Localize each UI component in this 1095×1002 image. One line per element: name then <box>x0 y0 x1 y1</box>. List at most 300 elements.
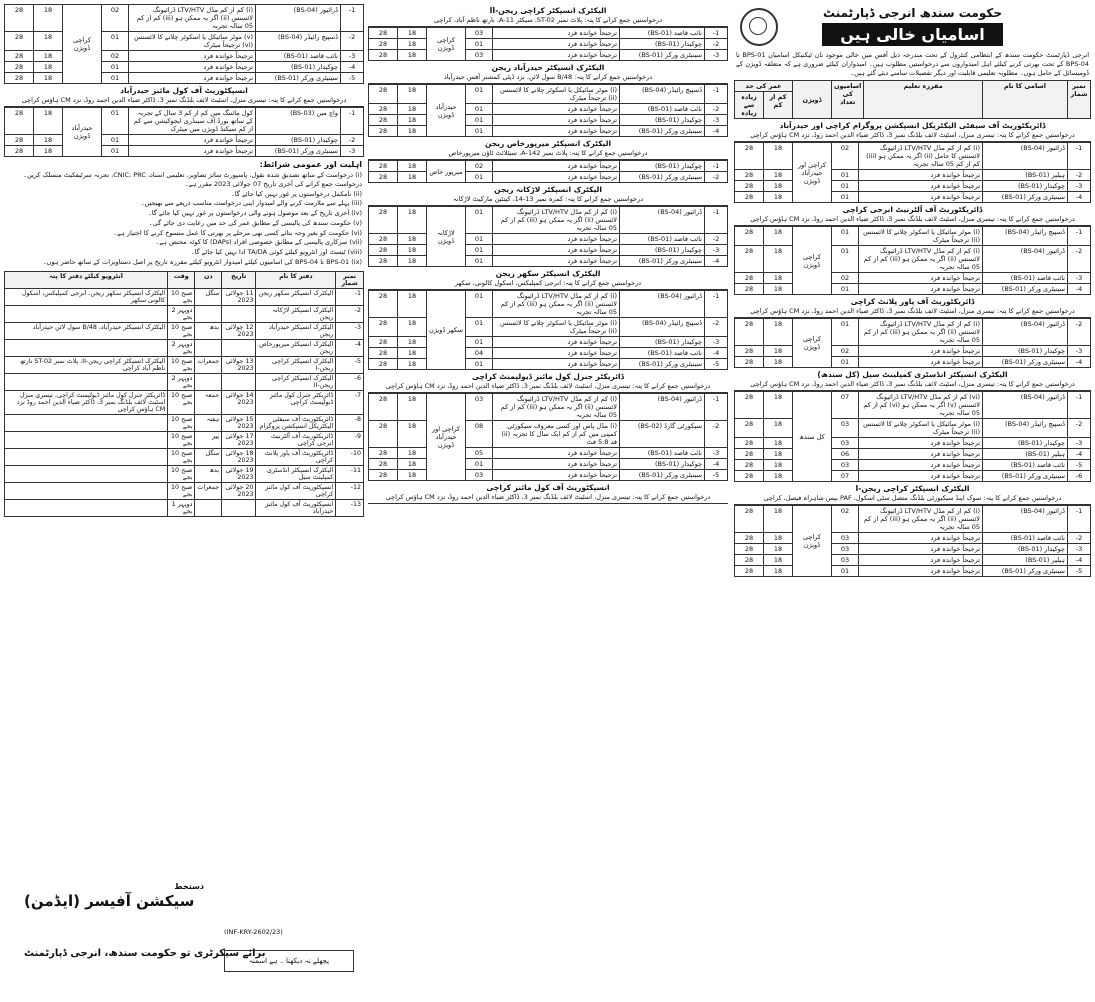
schedule-venue: ڈائریکٹر جنرل کول مائنز ڈیولپمنٹ کراچی، تیسری منزل اسٹیٹ لائف بلڈنگ نمبر 3، ڈاکٹر ضیاء الدین احمد روڈ نزد CM ہاؤس کراچی <box>5 390 168 414</box>
post-count: 03 <box>466 50 493 61</box>
post-count: 02 <box>102 5 129 32</box>
age-min: 18 <box>398 161 427 172</box>
row-number: 3- <box>705 245 728 256</box>
table-row <box>735 438 1091 449</box>
table-row <box>369 256 728 267</box>
post-name: نائب قاصد (BS-01) <box>620 348 705 359</box>
posts-table <box>4 107 364 157</box>
age-min: 18 <box>398 348 427 359</box>
post-name: ڈسپیچ رائیڈر (BS-04) <box>983 227 1068 246</box>
post-qualification: ترجیحاً خواندہ فرد <box>493 459 620 470</box>
term-item: (viii) ٹیسٹ اور انٹرویو کیلئے کوئی TA/DA ادا نہیں کیا جائے گا۔ <box>190 248 362 257</box>
post-name: ہیلپر (BS-01) <box>983 555 1068 566</box>
term-item: (i) درخواست کے ساتھ تصدیق شدہ نقول، پاسپورٹ سائز تصاویر، تعلیمی اسناد، CNIC، PRC، تجربہ سرٹیفکیٹ منسلک کریں۔ درخواست جمع کرانے کی آخری تاریخ 07 جولائی 2023 مقرر ہے۔ <box>23 171 362 188</box>
table-row <box>369 234 728 245</box>
row-number: 1- <box>705 394 728 421</box>
table-row <box>369 318 728 337</box>
post-qualification: (vi) کم از کم مڈل LTV/HTV ڈرائیونگ لائسنس (v) اگر یہ ممکن ہو (vi) کم از کم 05 سالہ تجربہ <box>859 392 983 419</box>
row-number: 4- <box>1068 284 1091 295</box>
post-qualification: ترجیحاً خواندہ فرد <box>493 161 620 172</box>
section-title: الیکٹرک انسپکٹر میرپورخاص ریجن <box>484 139 612 148</box>
post-name: چوکیدار (BS-01) <box>620 459 705 470</box>
post-qualification: ترجیحاً خواندہ فرد <box>859 533 983 544</box>
term-item: (iv) آخری تاریخ کے بعد موصول ہونے والی درخواستوں پر غور نہیں کیا جائے گا۔ <box>147 209 362 218</box>
schedule-time: صبح 10 بجے <box>168 322 195 339</box>
table-row <box>369 291 728 318</box>
schedule-time: صبح 10 بجے <box>168 356 195 373</box>
age-min: 18 <box>398 104 427 115</box>
section-title: الیکٹرک انسپکٹر لاڑکانہ ریجن <box>494 185 602 194</box>
terms-title: اہلیت اور عمومی شرائط: <box>259 160 362 169</box>
schedule-venue <box>5 482 168 499</box>
schedule-header: دفتر کا نام <box>256 271 336 288</box>
post-name: چوکیدار (BS-01) <box>620 245 705 256</box>
age-min: 18 <box>764 273 793 284</box>
row-number: 3- <box>1068 544 1091 555</box>
schedule-venue <box>5 414 168 431</box>
post-count: 02 <box>832 506 859 533</box>
schedule-row <box>5 431 364 448</box>
schedule-no: 1- <box>336 288 364 305</box>
schedule-no: 12- <box>336 482 364 499</box>
age-max: 28 <box>735 346 764 357</box>
table-row <box>735 284 1091 295</box>
schedule-date: 18 جولائی 2023 <box>222 448 256 465</box>
post-count: 03 <box>832 555 859 566</box>
post-qualification: (i) موٹر سائیکل یا اسکوٹر چلانے کا لائسنس (ii) ترجیحاً میٹرک <box>859 419 983 438</box>
age-min: 18 <box>764 246 793 273</box>
section-title: ڈائریکٹوریٹ آف پاور پلانٹ کراچی <box>850 297 975 307</box>
schedule-row <box>5 390 364 414</box>
post-division: کراچی ڈویژن <box>427 28 466 61</box>
row-number: 2- <box>705 104 728 115</box>
post-count: 01 <box>102 108 129 135</box>
post-qualification: ترجیحاً خواندہ فرد <box>859 471 983 482</box>
post-division: لاڑکانہ ڈویژن <box>427 207 466 267</box>
table-row <box>735 460 1091 471</box>
row-number: 4- <box>341 62 364 73</box>
row-number: 3- <box>1068 438 1091 449</box>
term-item: (vi) حکومت کو بغیر وجہ بتائے کسی بھی مرحلے پر بھرتی کا عمل منسوخ کرنے کا اختیار ہے۔ <box>113 228 362 237</box>
row-number: 3- <box>705 115 728 126</box>
post-qualification: (i) کم از کم مڈل LTV/HTV ڈرائیونگ لائسنس (ii) اگر یہ ممکن ہو (iii) کم از کم 05 سالہ تجربہ <box>129 5 256 32</box>
table-row <box>5 32 364 51</box>
age-min: 18 <box>34 135 63 146</box>
post-name: ڈرائیور (BS-04) <box>620 207 705 234</box>
schedule-date <box>222 373 256 390</box>
stamp-box: پچھلے نہ دیکھنا ۔ ہے اسمنہ <box>224 950 354 972</box>
table-row <box>369 115 728 126</box>
age-min: 18 <box>764 346 793 357</box>
schedule-date: 11 جولائی 2023 <box>222 288 256 305</box>
post-name: ڈسپیچ رائیڈر (BS-04) <box>620 85 705 104</box>
row-number: 3- <box>705 337 728 348</box>
schedule-date: 20 جولائی 2023 <box>222 482 256 499</box>
post-count: 01 <box>102 135 129 146</box>
age-max: 28 <box>735 273 764 284</box>
post-qualification: (i) کم از کم مڈل LTV/HTV ڈرائیونگ لائسنس (ii) اگر یہ ممکن ہو (iii) کم از کم 05 سالہ تجربہ <box>859 319 983 346</box>
row-number: 2- <box>1068 533 1091 544</box>
term-item: (vii) سرکاری پالیسی کے مطابق خصوصی افراد (DAPs) کا کوٹہ مختص ہے۔ <box>155 238 362 247</box>
post-division: کراچی ڈویژن <box>793 506 832 577</box>
post-division: سکھر ڈویژن <box>427 291 466 370</box>
post-count: 01 <box>466 459 493 470</box>
age-min: 18 <box>398 470 427 481</box>
post-qualification: ترجیحاً خواندہ فرد <box>859 170 983 181</box>
post-qualification: ترجیحاً خواندہ فرد <box>859 192 983 203</box>
schedule-no: 5- <box>336 356 364 373</box>
schedule-office: ڈائریکٹر جنرل کول مائنز ڈیولپمنٹ کراچی <box>256 390 336 414</box>
post-qualification: (i) کم از کم مڈل LTV/HTV ڈرائیونگ لائسنس (ii) اگر یہ ممکن ہو (iii) کم از کم 05 سالہ تجربہ <box>493 207 620 234</box>
schedule-office: الیکٹرک انسپکٹر سکھر ریجن <box>256 288 336 305</box>
age-max: 28 <box>735 284 764 295</box>
row-number: 2- <box>705 234 728 245</box>
age-min: 18 <box>398 85 427 104</box>
row-number: 5- <box>1068 566 1091 577</box>
post-name: ڈرائیور (BS-04) <box>983 246 1068 273</box>
age-min: 18 <box>398 172 427 183</box>
row-number: 1- <box>1068 227 1091 246</box>
table-row <box>369 161 728 172</box>
table-row <box>369 104 728 115</box>
section-title: الیکٹرک انسپکٹر کراچی ریجن-II <box>489 6 607 15</box>
age-min: 18 <box>398 39 427 50</box>
table-row <box>5 51 364 62</box>
post-qualification: ترجیحاً خواندہ فرد <box>493 337 620 348</box>
post-count: 01 <box>466 39 493 50</box>
schedule-date <box>222 339 256 356</box>
schedule-date: 19 جولائی 2023 <box>222 465 256 482</box>
age-max: 28 <box>735 544 764 555</box>
age-max: 28 <box>369 291 398 318</box>
schedule-header: نمبر شمار <box>336 271 364 288</box>
posts-table <box>368 206 728 267</box>
row-number: 1- <box>1068 392 1091 419</box>
age-max: 28 <box>369 234 398 245</box>
schedule-date: 12 جولائی 2023 <box>222 322 256 339</box>
term-item: (v) حکومت سندھ کی پالیسی کے مطابق عمر کی حد میں رعایت دی جائے گی۔ <box>148 218 362 227</box>
section-address: درخواستیں جمع کرانے کا پتہ: پلاٹ نمبر ST-02، سیکٹر 11-A، نارتھ ناظم آباد، کراچی <box>368 15 728 27</box>
row-number: 6- <box>1068 471 1091 482</box>
age-max: 28 <box>369 50 398 61</box>
table-row <box>735 471 1091 482</box>
row-number: 2- <box>705 172 728 183</box>
post-count: 02 <box>832 273 859 284</box>
section-title: انسپکٹوریٹ آف کول مائنز حیدرآباد <box>120 86 248 95</box>
term-item: (iii) پہلے سے ملازمت کرنے والے امیدوار اپنی درخواست مناسب ذریعے سے بھیجیں۔ <box>140 199 362 208</box>
posts-table <box>368 290 728 370</box>
age-min: 18 <box>398 126 427 137</box>
age-min: 18 <box>398 394 427 421</box>
age-min: 18 <box>764 392 793 419</box>
post-count: 03 <box>832 419 859 438</box>
post-division: حیدرآباد ڈویژن <box>63 108 102 157</box>
post-count: 01 <box>466 172 493 183</box>
row-number: 3- <box>1068 346 1091 357</box>
schedule-row <box>5 414 364 431</box>
age-min: 18 <box>398 337 427 348</box>
post-qualification: ترجیحاً خواندہ فرد <box>493 245 620 256</box>
schedule-date: 13 جولائی 2023 <box>222 356 256 373</box>
post-division: کراچی ڈویژن <box>63 5 102 84</box>
age-max: 28 <box>369 28 398 39</box>
post-count: 03 <box>832 533 859 544</box>
schedule-office: الیکٹرک انسپکٹر حیدرآباد ریجن <box>256 322 336 339</box>
age-min: 18 <box>398 115 427 126</box>
age-max: 28 <box>5 32 34 51</box>
age-min: 18 <box>34 51 63 62</box>
schedule-no: 8- <box>336 414 364 431</box>
age-max: 28 <box>369 470 398 481</box>
age-min: 18 <box>34 73 63 84</box>
post-count: 01 <box>102 32 129 51</box>
age-max: 28 <box>735 170 764 181</box>
post-count: 01 <box>102 73 129 84</box>
post-qualification: (i) موٹر سائیکل یا اسکوٹر چلانے کا لائسنس (ii) ترجیحاً میٹرک <box>859 227 983 246</box>
schedule-date: 17 جولائی 2023 <box>222 431 256 448</box>
age-max: 28 <box>369 459 398 470</box>
post-count: 03 <box>466 394 493 421</box>
table-row <box>735 555 1091 566</box>
age-max: 28 <box>5 5 34 32</box>
age-max: 28 <box>369 126 398 137</box>
schedule-time: دوپہر 1 بجے <box>168 499 195 516</box>
post-name: نائب قاصد (BS-01) <box>620 448 705 459</box>
schedule-header: انٹرویو کیلئے دفتر کا پتہ <box>5 271 168 288</box>
schedule-office: الیکٹرک انسپکٹر میرپورخاص ریجن <box>256 339 336 356</box>
age-max: 28 <box>5 108 34 135</box>
schedule-day: منگل <box>195 448 222 465</box>
post-count: 01 <box>832 284 859 295</box>
post-name: ڈرائیور (BS-04) <box>983 392 1068 419</box>
row-number: 2- <box>341 135 364 146</box>
age-min: 18 <box>764 419 793 438</box>
col-age-min: کم از کم <box>764 92 793 119</box>
table-row <box>369 337 728 348</box>
schedule-row <box>5 322 364 339</box>
post-qualification: ترجیحاً خواندہ فرد <box>859 438 983 449</box>
section-address: درخواستیں جمع کرانے کا پتہ: سوک اینڈ سیکیورٹی بلڈنگ متصل سٹی اسکول، PAF بیس شاہراہ فیصل، کراچی <box>734 493 1091 505</box>
age-min: 18 <box>34 32 63 51</box>
schedule-day: ہفتہ <box>195 414 222 431</box>
age-min: 18 <box>34 108 63 135</box>
post-division: کراچی ڈویژن <box>793 227 832 295</box>
post-qualification: ترجیحاً خواندہ فرد <box>493 448 620 459</box>
table-row <box>369 448 728 459</box>
schedule-day: بدھ <box>195 322 222 339</box>
post-name: نائب قاصد (BS-01) <box>620 104 705 115</box>
post-name: سینیٹری ورکر (BS-01) <box>983 566 1068 577</box>
age-max: 28 <box>369 421 398 448</box>
schedule-venue: الیکٹرک انسپکٹر سکھر ریجن، انرجی کمپلیکس، اسکول کالونی سکھر <box>5 288 168 305</box>
age-min: 18 <box>398 256 427 267</box>
reference-code: (INF-KRY-2602/23) <box>224 928 283 936</box>
post-qualification: ترجیحاً خواندہ فرد <box>129 146 256 157</box>
schedule-venue <box>5 339 168 356</box>
schedule-office: الیکٹرک انسپکٹر کراچی ریجن-I <box>256 356 336 373</box>
age-max: 28 <box>735 555 764 566</box>
post-name: چوکیدار (BS-01) <box>256 62 341 73</box>
age-max: 28 <box>369 85 398 104</box>
table-row <box>5 5 364 32</box>
department-title: حکومت سندھ انرجی ڈپارٹمنٹ <box>823 6 1002 20</box>
post-count: 01 <box>832 192 859 203</box>
age-max: 28 <box>735 438 764 449</box>
col-age-max: زیادہ سے زیادہ <box>735 92 764 119</box>
post-name: سینیٹری ورکر (BS-01) <box>620 50 705 61</box>
column-header-table <box>734 80 1091 119</box>
age-min: 18 <box>398 318 427 337</box>
row-number: 5- <box>341 73 364 84</box>
row-number: 4- <box>1068 449 1091 460</box>
age-min: 18 <box>398 448 427 459</box>
col-no: نمبر شمار <box>1068 81 1091 119</box>
posts-table <box>734 391 1091 482</box>
row-number: 2- <box>341 32 364 51</box>
age-max: 28 <box>735 143 764 170</box>
table-row <box>735 227 1091 246</box>
schedule-row <box>5 448 364 465</box>
age-max: 28 <box>735 192 764 203</box>
age-min: 18 <box>398 28 427 39</box>
age-max: 28 <box>369 104 398 115</box>
schedule-venue <box>5 305 168 322</box>
post-name: سینیٹری ورکر (BS-01) <box>620 256 705 267</box>
left-column <box>4 4 364 998</box>
post-name: نائب قاصد (BS-01) <box>620 28 705 39</box>
schedule-office: الیکٹرک انسپکٹر انڈسٹری کمپلینٹ سیل <box>256 465 336 482</box>
row-number: 4- <box>705 348 728 359</box>
post-name: سینیٹری ورکر (BS-01) <box>620 359 705 370</box>
table-row <box>735 544 1091 555</box>
schedule-day <box>195 373 222 390</box>
schedule-time: صبح 10 بجے <box>168 448 195 465</box>
age-max: 28 <box>5 51 34 62</box>
post-count: 01 <box>466 104 493 115</box>
post-qualification: ترجیحاً خواندہ فرد <box>859 449 983 460</box>
post-count: 03 <box>832 438 859 449</box>
post-qualification: ترجیحاً خواندہ فرد <box>493 470 620 481</box>
schedule-venue <box>5 373 168 390</box>
post-name: ڈسپیچ رائیڈر (BS-04) <box>983 419 1068 438</box>
post-qualification: ترجیحاً خواندہ فرد <box>859 566 983 577</box>
post-name: چوکیدار (BS-01) <box>983 181 1068 192</box>
section-address: درخواستیں جمع کرانے کا پتہ: تیسری منزل، اسٹیٹ لائف بلڈنگ نمبر 3، ڈاکٹر ضیاء الدین احمد روڈ، نزد CM ہاؤس کراچی <box>368 492 728 504</box>
table-row <box>735 246 1091 273</box>
age-max: 28 <box>5 146 34 157</box>
middle-column <box>368 4 728 998</box>
schedule-no: 2- <box>336 305 364 322</box>
schedule-venue <box>5 448 168 465</box>
post-count: 01 <box>832 357 859 368</box>
schedule-time: صبح 10 بجے <box>168 431 195 448</box>
post-qualification: ترجیحاً خواندہ فرد <box>493 256 620 267</box>
post-count: 01 <box>466 115 493 126</box>
table-row <box>5 146 364 157</box>
age-max: 28 <box>735 392 764 419</box>
post-qualification: ترجیحاً خواندہ فرد <box>859 544 983 555</box>
post-qualification: (i) کم از کم مڈل LTV/HTV ڈرائیونگ لائسنس (ii) اگر یہ ممکن ہو (iii) کم از کم 05 سالہ تجربہ <box>859 246 983 273</box>
table-row <box>735 319 1091 346</box>
age-max: 28 <box>735 181 764 192</box>
row-number: 1- <box>341 108 364 135</box>
section-address: درخواستیں جمع کرانے کا پتہ: تیسری منزل، اسٹیٹ لائف بلڈنگ نمبر 3، ڈاکٹر ضیاء الدین احمد روڈ، نزد CM ہاؤس کراچی <box>734 130 1091 142</box>
section-title: ڈائریکٹوریٹ آف آلٹرنیٹ انرجی کراچی <box>842 205 983 215</box>
post-name: چوکیدار (BS-01) <box>620 115 705 126</box>
post-count: 01 <box>102 146 129 157</box>
post-count: 01 <box>466 245 493 256</box>
posts-table <box>368 84 728 137</box>
schedule-office: الیکٹرک انسپکٹر کراچی ریجن-II <box>256 373 336 390</box>
post-qualification: ترجیحاً خواندہ فرد <box>859 181 983 192</box>
section-address: درخواستیں جمع کرانے کا پتہ: تیسری منزل، اسٹیٹ لائف بلڈنگ نمبر 3، ڈاکٹر ضیاء الدین احمد روڈ، نزد CM ہاؤس کراچی <box>4 95 364 107</box>
post-qualification: ترجیحاً خواندہ فرد <box>129 135 256 146</box>
age-min: 18 <box>398 359 427 370</box>
post-qualification: ترجیحاً خواندہ فرد <box>859 284 983 295</box>
post-qualification: (i) کم از کم مڈل LTV/HTV ڈرائیونگ لائسنس (ii) اگر یہ ممکن ہو (iii) کم از کم 05 سالہ تجربہ <box>859 506 983 533</box>
post-count: 01 <box>832 319 859 346</box>
table-row <box>369 394 728 421</box>
post-count: 01 <box>466 85 493 104</box>
row-number: 1- <box>705 161 728 172</box>
table-row <box>369 39 728 50</box>
row-number: 4- <box>1068 192 1091 203</box>
schedule-time: دوپہر 2 بجے <box>168 373 195 390</box>
schedule-time: دوپہر 2 بجے <box>168 339 195 356</box>
post-name: چوکیدار (BS-01) <box>620 337 705 348</box>
table-row <box>369 85 728 104</box>
schedule-no: 4- <box>336 339 364 356</box>
table-row <box>369 172 728 183</box>
post-count: 01 <box>466 359 493 370</box>
post-count: 07 <box>832 392 859 419</box>
row-number: 1- <box>341 5 364 32</box>
post-name: سینیٹری ورکر (BS-01) <box>983 284 1068 295</box>
post-count: 01 <box>832 227 859 246</box>
section-title: الیکٹرک انسپکٹر کراچی ریجن-I <box>855 484 970 494</box>
intro-paragraph: انرجی ڈپارٹمنٹ حکومت سندھ کے انتظامی کنٹرول کے تحت مندرجہ ذیل آفس میں خالی موجود نان ٹیکنیکل اسامیاں BPS-01 تا BPS-04 کے تحت بھرتی کرنے کیلئے اہل امیدواروں سے درخواستیں مطلوب ہیں۔ امیدواران کیلئے ضروری ہے کہ متعلقہ ڈویژن کے ڈومیسائل کے حامل ہوں۔ مطلوبہ تعلیمی قابلیت اور دیگر تفصیلات سامنے دیئے گئے ہیں۔ <box>736 51 1090 77</box>
schedule-no: 11- <box>336 465 364 482</box>
interview-schedule-table <box>4 271 364 517</box>
table-row <box>735 506 1091 533</box>
post-count: 01 <box>466 291 493 318</box>
schedule-office: ڈائریکٹوریٹ آف سیفٹی الیکٹریکل انسپکشن پروگرام <box>256 414 336 431</box>
schedule-no: 9- <box>336 431 364 448</box>
section-title: ڈائریکٹر جنرل کول مائنز ڈیولپمنٹ کراچی <box>472 372 624 381</box>
post-name: ڈرائیور (BS-04) <box>620 394 705 421</box>
post-qualification: (i) کم از کم مڈل LTV/HTV ڈرائیونگ لائسنس (ii) اگر یہ ممکن ہو (iii) کم از کم 05 سالہ تجربہ <box>493 394 620 421</box>
schedule-day: جمعہ <box>195 390 222 414</box>
age-min: 18 <box>764 460 793 471</box>
section-address: درخواستیں جمع کرانے کا پتہ: تیسری منزل، اسٹیٹ لائف بلڈنگ نمبر 3، ڈاکٹر ضیاء الدین احمد روڈ، نزد CM ہاؤس کراچی <box>734 214 1091 226</box>
age-max: 28 <box>369 207 398 234</box>
table-row <box>369 348 728 359</box>
row-number: 2- <box>1068 170 1091 181</box>
schedule-time: صبح 10 بجے <box>168 288 195 305</box>
age-min: 18 <box>34 146 63 157</box>
schedule-day: پیر <box>195 431 222 448</box>
post-name: سینیٹری ورکر (BS-01) <box>620 470 705 481</box>
posts-table <box>734 142 1091 203</box>
schedule-venue: الیکٹرک انسپکٹر حیدرآباد، 48/B سول لائن حیدرآباد <box>5 322 168 339</box>
schedule-venue: الیکٹرک انسپکٹر کراچی ریجن-II، پلاٹ نمبر ST-02 نارتھ ناظم آباد کراچی <box>5 356 168 373</box>
table-row <box>369 126 728 137</box>
schedule-time: صبح 10 بجے <box>168 482 195 499</box>
vacancy-banner: اسامیاں خالی ہیں <box>822 23 1003 46</box>
post-qualification: ترجیحاً خواندہ فرد <box>493 234 620 245</box>
post-qualification: ترجیحاً خواندہ فرد <box>493 359 620 370</box>
schedule-date: 15 جولائی 2023 <box>222 414 256 431</box>
